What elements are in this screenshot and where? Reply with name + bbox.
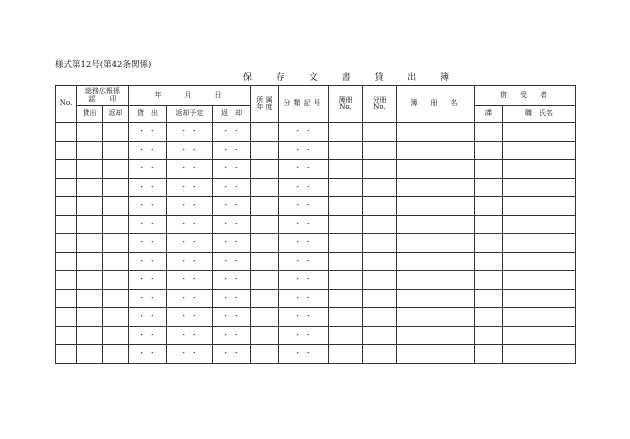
entry-cell[interactable]: [503, 308, 576, 327]
entry-cell[interactable]: [475, 123, 503, 142]
entry-cell[interactable]: [475, 271, 503, 290]
entry-cell[interactable]: [503, 252, 576, 271]
date-entry-cell[interactable]: ・ ・: [167, 215, 213, 234]
header-book-no-line1: 簿冊: [338, 95, 353, 104]
entry-cell[interactable]: [56, 345, 77, 364]
entry-cell[interactable]: [77, 123, 103, 142]
entry-cell[interactable]: [397, 178, 475, 197]
table-row: [56, 345, 576, 364]
date-entry-cell[interactable]: ・ ・: [213, 178, 251, 197]
header-staff-name: 職 氏名: [503, 106, 576, 123]
entry-cell[interactable]: [397, 160, 475, 179]
date-entry-cell[interactable]: ・ ・: [167, 197, 213, 216]
entry-cell[interactable]: [475, 178, 503, 197]
header-dept-lend: 貸出: [77, 106, 103, 123]
date-entry-cell[interactable]: ・ ・: [213, 271, 251, 290]
entry-cell[interactable]: [397, 197, 475, 216]
date-entry-cell[interactable]: ・ ・: [279, 308, 329, 327]
entry-cell[interactable]: [251, 123, 279, 142]
entry-cell[interactable]: [475, 308, 503, 327]
entry-cell[interactable]: [56, 234, 77, 253]
entry-cell[interactable]: [503, 271, 576, 290]
date-entry-cell[interactable]: ・ ・: [167, 289, 213, 308]
entry-cell[interactable]: [77, 160, 103, 179]
date-entry-cell[interactable]: ・ ・: [213, 326, 251, 345]
entry-cell[interactable]: [363, 123, 397, 142]
entry-cell[interactable]: [363, 308, 397, 327]
header-date-lend: 貸 出: [129, 106, 167, 123]
entry-cell[interactable]: [56, 178, 77, 197]
entry-cell[interactable]: [503, 345, 576, 364]
header-book-no: [329, 86, 363, 123]
date-entry-cell[interactable]: ・ ・: [213, 123, 251, 142]
header-fiscal-year-line1: 所 属: [256, 95, 273, 104]
entry-cell[interactable]: [363, 215, 397, 234]
entry-cell[interactable]: [475, 215, 503, 234]
header-dept-seal: [77, 86, 129, 106]
table-row: [56, 160, 576, 179]
date-entry-cell[interactable]: ・ ・: [279, 141, 329, 160]
entry-cell[interactable]: [363, 252, 397, 271]
entry-cell[interactable]: [77, 197, 103, 216]
header-no: No.: [56, 86, 77, 123]
entry-cell[interactable]: [56, 197, 77, 216]
date-entry-cell[interactable]: ・ ・: [213, 160, 251, 179]
entry-cell[interactable]: [397, 271, 475, 290]
entry-cell[interactable]: [397, 141, 475, 160]
date-entry-cell[interactable]: ・ ・: [129, 345, 167, 364]
entry-cell[interactable]: [397, 308, 475, 327]
date-entry-cell[interactable]: ・ ・: [279, 271, 329, 290]
entry-cell[interactable]: [251, 178, 279, 197]
entry-cell[interactable]: [329, 308, 363, 327]
entry-cell[interactable]: [103, 160, 129, 179]
date-entry-cell[interactable]: ・ ・: [167, 326, 213, 345]
entry-cell[interactable]: [329, 345, 363, 364]
date-entry-cell[interactable]: ・ ・: [213, 289, 251, 308]
entry-cell[interactable]: [251, 326, 279, 345]
entry-cell[interactable]: [329, 271, 363, 290]
entry-cell[interactable]: [56, 308, 77, 327]
date-entry-cell[interactable]: ・ ・: [213, 197, 251, 216]
entry-cell[interactable]: [363, 178, 397, 197]
entry-cell[interactable]: [503, 178, 576, 197]
entry-cell[interactable]: [329, 123, 363, 142]
entry-cell[interactable]: [397, 215, 475, 234]
date-entry-cell[interactable]: ・ ・: [167, 234, 213, 253]
date-entry-cell[interactable]: ・ ・: [213, 308, 251, 327]
date-entry-cell[interactable]: ・ ・: [167, 308, 213, 327]
entry-cell[interactable]: [329, 289, 363, 308]
entry-cell[interactable]: [77, 289, 103, 308]
entry-cell[interactable]: [56, 252, 77, 271]
entry-cell[interactable]: [363, 141, 397, 160]
date-entry-cell[interactable]: ・ ・: [279, 252, 329, 271]
entry-cell[interactable]: [56, 160, 77, 179]
entry-cell[interactable]: [251, 308, 279, 327]
entry-cell[interactable]: [103, 123, 129, 142]
entry-cell[interactable]: [475, 345, 503, 364]
entry-cell[interactable]: [475, 234, 503, 253]
entry-cell[interactable]: [397, 123, 475, 142]
header-book-no-line2: No.: [339, 103, 352, 111]
header-classification: 分類記号: [279, 86, 329, 123]
entry-cell[interactable]: [363, 160, 397, 179]
entry-cell[interactable]: [503, 326, 576, 345]
entry-cell[interactable]: [329, 252, 363, 271]
entry-cell[interactable]: [77, 234, 103, 253]
entry-cell[interactable]: [329, 215, 363, 234]
entry-cell[interactable]: [475, 326, 503, 345]
entry-cell[interactable]: [397, 345, 475, 364]
date-entry-cell[interactable]: ・ ・: [213, 345, 251, 364]
lending-ledger-table: [55, 85, 576, 364]
date-entry-cell[interactable]: ・ ・: [129, 289, 167, 308]
header-date-return: 返 却: [213, 106, 251, 123]
entry-cell[interactable]: [103, 178, 129, 197]
entry-cell[interactable]: [503, 215, 576, 234]
date-entry-cell[interactable]: ・ ・: [129, 271, 167, 290]
entry-cell[interactable]: [329, 178, 363, 197]
date-entry-cell[interactable]: ・ ・: [129, 252, 167, 271]
entry-cell[interactable]: [103, 308, 129, 327]
header-section: 課: [475, 106, 503, 123]
date-entry-cell[interactable]: ・ ・: [167, 141, 213, 160]
date-entry-cell[interactable]: ・ ・: [129, 215, 167, 234]
entry-cell[interactable]: [103, 252, 129, 271]
entry-cell[interactable]: [475, 252, 503, 271]
date-entry-cell[interactable]: ・ ・: [167, 345, 213, 364]
entry-cell[interactable]: [56, 215, 77, 234]
table-row: [56, 141, 576, 160]
date-entry-cell[interactable]: ・ ・: [167, 252, 213, 271]
entry-cell[interactable]: [475, 160, 503, 179]
entry-cell[interactable]: [251, 234, 279, 253]
entry-cell[interactable]: [397, 289, 475, 308]
form-number-label: 様式第12号(第42条関係): [55, 60, 152, 70]
header-dept-return: 返却: [103, 106, 129, 123]
header-borrower: 借 受 者: [475, 86, 576, 106]
entry-cell[interactable]: [329, 234, 363, 253]
table-row: [56, 326, 576, 345]
entry-cell[interactable]: [77, 178, 103, 197]
entry-cell[interactable]: [56, 123, 77, 142]
entry-cell[interactable]: [503, 123, 576, 142]
table-row: [56, 234, 576, 253]
date-entry-cell[interactable]: ・ ・: [279, 160, 329, 179]
entry-cell[interactable]: [363, 345, 397, 364]
date-entry-cell[interactable]: ・ ・: [129, 326, 167, 345]
date-entry-cell[interactable]: ・ ・: [279, 234, 329, 253]
date-entry-cell[interactable]: ・ ・: [213, 252, 251, 271]
entry-cell[interactable]: [503, 234, 576, 253]
header-dept-seal-line1: 総務広報係: [85, 87, 120, 96]
entry-cell[interactable]: [251, 160, 279, 179]
header-fiscal-year-line2: 年 度: [256, 103, 273, 111]
entry-cell[interactable]: [103, 271, 129, 290]
date-entry-cell[interactable]: ・ ・: [129, 160, 167, 179]
header-date-planned-return: 返却予定: [167, 106, 213, 123]
date-entry-cell[interactable]: ・ ・: [167, 178, 213, 197]
date-entry-cell[interactable]: ・ ・: [129, 178, 167, 197]
header-row-1: [56, 86, 576, 106]
entry-cell[interactable]: [363, 234, 397, 253]
entry-cell[interactable]: [56, 271, 77, 290]
date-entry-cell[interactable]: ・ ・: [279, 289, 329, 308]
entry-cell[interactable]: [251, 289, 279, 308]
entry-cell[interactable]: [56, 141, 77, 160]
date-entry-cell[interactable]: ・ ・: [129, 123, 167, 142]
entry-cell[interactable]: [329, 141, 363, 160]
entry-cell[interactable]: [397, 234, 475, 253]
entry-cell[interactable]: [77, 271, 103, 290]
date-entry-cell[interactable]: ・ ・: [129, 141, 167, 160]
entry-cell[interactable]: [77, 308, 103, 327]
entry-cell[interactable]: [103, 197, 129, 216]
entry-cell[interactable]: [329, 197, 363, 216]
date-entry-cell[interactable]: ・ ・: [213, 215, 251, 234]
entry-cell[interactable]: [103, 289, 129, 308]
date-entry-cell[interactable]: ・ ・: [279, 326, 329, 345]
entry-cell[interactable]: [103, 345, 129, 364]
table-row: [56, 197, 576, 216]
date-entry-cell[interactable]: ・ ・: [129, 197, 167, 216]
entry-cell[interactable]: [329, 160, 363, 179]
table-row: [56, 271, 576, 290]
entry-cell[interactable]: [77, 326, 103, 345]
entry-cell[interactable]: [475, 197, 503, 216]
header-volume-no-line1: 分冊: [372, 95, 387, 104]
table-row: [56, 178, 576, 197]
date-entry-cell[interactable]: ・ ・: [129, 308, 167, 327]
entry-cell[interactable]: [329, 326, 363, 345]
header-book-name: 簿 冊 名: [397, 86, 475, 123]
entry-cell[interactable]: [103, 234, 129, 253]
table-row: [56, 289, 576, 308]
entry-cell[interactable]: [363, 326, 397, 345]
date-entry-cell[interactable]: ・ ・: [129, 234, 167, 253]
entry-cell[interactable]: [397, 252, 475, 271]
entry-cell[interactable]: [475, 141, 503, 160]
header-volume-no: [363, 86, 397, 123]
entry-cell[interactable]: [251, 197, 279, 216]
entry-cell[interactable]: [503, 141, 576, 160]
entry-cell[interactable]: [397, 326, 475, 345]
entry-cell[interactable]: [363, 197, 397, 216]
entry-cell[interactable]: [363, 289, 397, 308]
entry-cell[interactable]: [503, 197, 576, 216]
entry-cell[interactable]: [251, 215, 279, 234]
header-date: 年 月 日: [129, 86, 251, 106]
table-row: [56, 252, 576, 271]
document-title: 保 存 文 書 貸 出 簿: [243, 73, 460, 83]
header-dept-seal-line2: 認 印: [88, 94, 117, 103]
entry-cell[interactable]: [77, 345, 103, 364]
entry-cell[interactable]: [56, 289, 77, 308]
entry-cell[interactable]: [251, 252, 279, 271]
entry-cell[interactable]: [503, 289, 576, 308]
entry-cell[interactable]: [363, 271, 397, 290]
header-volume-no-line2: No.: [373, 103, 386, 111]
date-entry-cell[interactable]: ・ ・: [213, 234, 251, 253]
table-row: [56, 123, 576, 142]
entry-cell[interactable]: [251, 141, 279, 160]
entry-cell[interactable]: [77, 215, 103, 234]
date-entry-cell[interactable]: ・ ・: [279, 123, 329, 142]
date-entry-cell[interactable]: ・ ・: [279, 178, 329, 197]
entry-cell[interactable]: [103, 141, 129, 160]
date-entry-cell[interactable]: ・ ・: [167, 160, 213, 179]
entry-cell[interactable]: [251, 271, 279, 290]
date-entry-cell[interactable]: ・ ・: [213, 141, 251, 160]
date-entry-cell[interactable]: ・ ・: [279, 345, 329, 364]
entry-cell[interactable]: [103, 326, 129, 345]
date-entry-cell[interactable]: ・ ・: [279, 215, 329, 234]
entry-cell[interactable]: [503, 160, 576, 179]
table-row: [56, 215, 576, 234]
entry-cell[interactable]: [77, 141, 103, 160]
entry-cell[interactable]: [251, 345, 279, 364]
entry-cell[interactable]: [103, 215, 129, 234]
entry-cell[interactable]: [56, 326, 77, 345]
entry-cell[interactable]: [77, 252, 103, 271]
table-row: [56, 308, 576, 327]
date-entry-cell[interactable]: ・ ・: [167, 271, 213, 290]
header-fiscal-year: [251, 86, 279, 123]
entry-cell[interactable]: [475, 289, 503, 308]
date-entry-cell[interactable]: ・ ・: [279, 197, 329, 216]
date-entry-cell[interactable]: ・ ・: [167, 123, 213, 142]
